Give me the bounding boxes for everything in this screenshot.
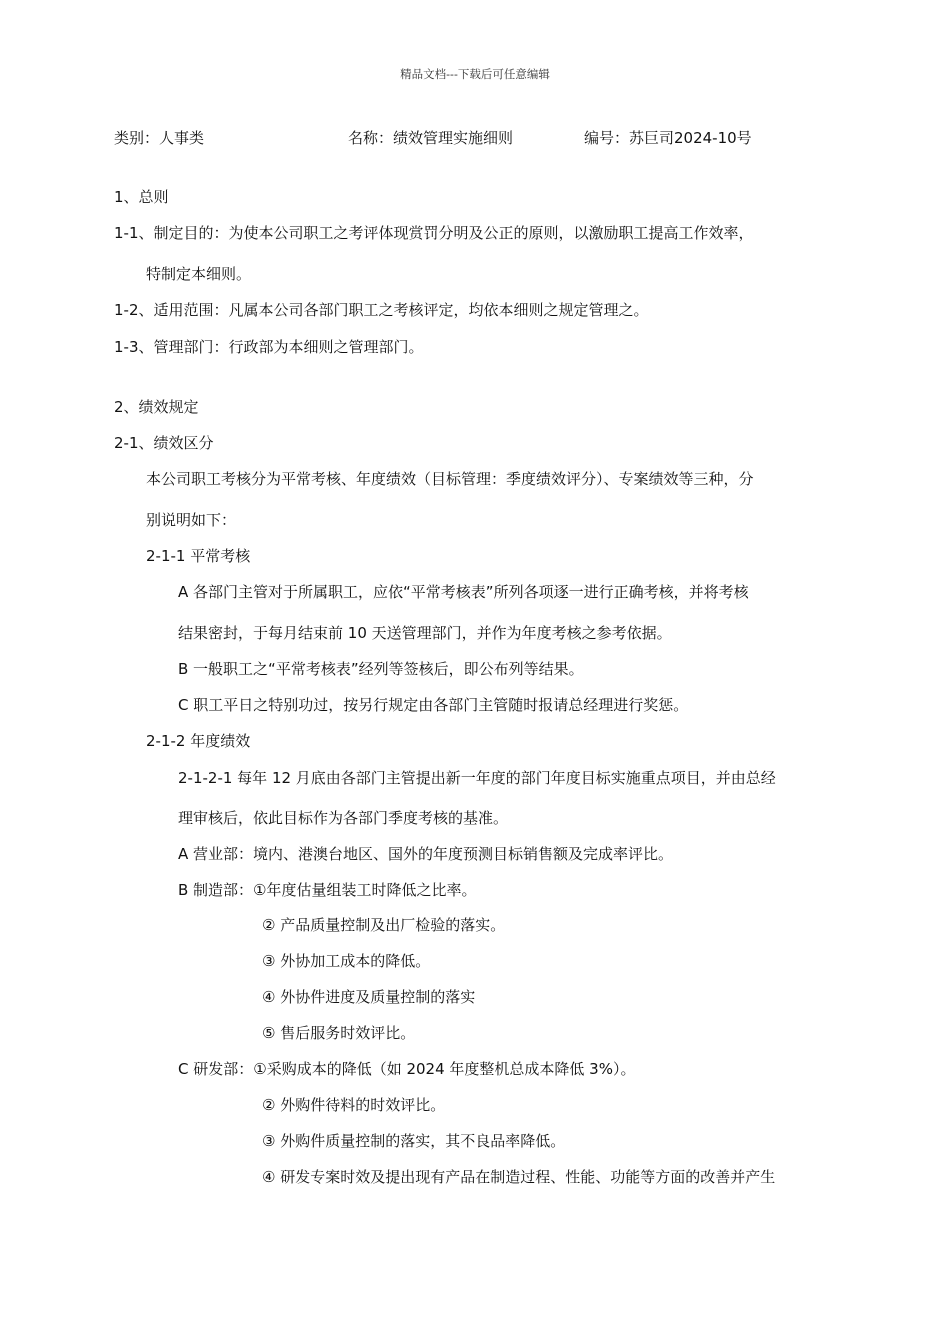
watermark-text: 精品文档---下载后可任意编辑 — [400, 67, 550, 81]
paragraph-line: 1-2、适用范围：凡属本公司各部门职工之考核评定，均依本细则之规定管理之。 — [114, 301, 649, 319]
list-item: ⑤ 售后服务时效评比。 — [262, 1024, 416, 1042]
list-item: ④ 外协件进度及质量控制的落实 — [262, 988, 476, 1006]
category-label: 类别：人事类 — [114, 129, 205, 147]
subsection-heading: 2-1-1 平常考核 — [146, 547, 251, 565]
list-item: C 研发部：①采购成本的降低（如 2024 年度整机总成本降低 3%）。 — [178, 1060, 636, 1078]
paragraph-line: A 营业部：境内、港澳台地区、国外的年度预测目标销售额及完成率评比。 — [178, 845, 674, 863]
document-title: 名称：绩效管理实施细则 — [348, 129, 514, 147]
paragraph-line: 理审核后，依此目标作为各部门季度考核的基准。 — [178, 809, 509, 827]
paragraph-line: A 各部门主管对于所属职工，应依“平常考核表”所列各项逐一进行正确考核，并将考核 — [178, 583, 749, 601]
paragraph-line: 1-3、管理部门：行政部为本细则之管理部门。 — [114, 338, 424, 356]
paragraph-line: C 职工平日之特别功过，按另行规定由各部门主管随时报请总经理进行奖惩。 — [178, 696, 689, 714]
list-item: ② 外购件待料的时效评比。 — [262, 1096, 446, 1114]
list-item: ③ 外购件质量控制的落实，其不良品率降低。 — [262, 1132, 566, 1150]
section-heading: 2、绩效规定 — [114, 398, 199, 416]
paragraph-line: 本公司职工考核分为平常考核、年度绩效（目标管理：季度绩效评分）、专案绩效等三种，分 — [146, 470, 754, 488]
paragraph-line: 结果密封，于每月结束前 10 天送管理部门，并作为年度考核之参考依据。 — [178, 624, 672, 642]
list-item: ② 产品质量控制及出厂检验的落实。 — [262, 916, 506, 934]
document-number: 编号：苏巨司2024-10号 — [584, 129, 752, 147]
list-item: ③ 外协加工成本的降低。 — [262, 952, 431, 970]
document-header — [114, 127, 834, 149]
subsection-heading: 2-1-2 年度绩效 — [146, 732, 251, 750]
list-item: B 制造部：①年度估量组装工时降低之比率。 — [178, 881, 477, 899]
subsection-heading: 2-1、绩效区分 — [114, 434, 214, 452]
paragraph-line: 2-1-2-1 每年 12 月底由各部门主管提出新一年度的部门年度目标实施重点项目，并由总经 — [178, 769, 776, 787]
paragraph-line: B 一般职工之“平常考核表”经列等签核后，即公布列等结果。 — [178, 660, 584, 678]
list-item: ④ 研发专案时效及提出现有产品在制造过程、性能、功能等方面的改善并产生 — [262, 1168, 776, 1186]
paragraph-line: 别说明如下： — [146, 511, 237, 529]
paragraph-line: 特制定本细则。 — [146, 265, 252, 283]
paragraph-line: 1-1、制定目的：为使本公司职工之考评体现赏罚分明及公正的原则，以激励职工提高工作效率， — [114, 224, 754, 242]
section-heading: 1、总则 — [114, 188, 169, 206]
